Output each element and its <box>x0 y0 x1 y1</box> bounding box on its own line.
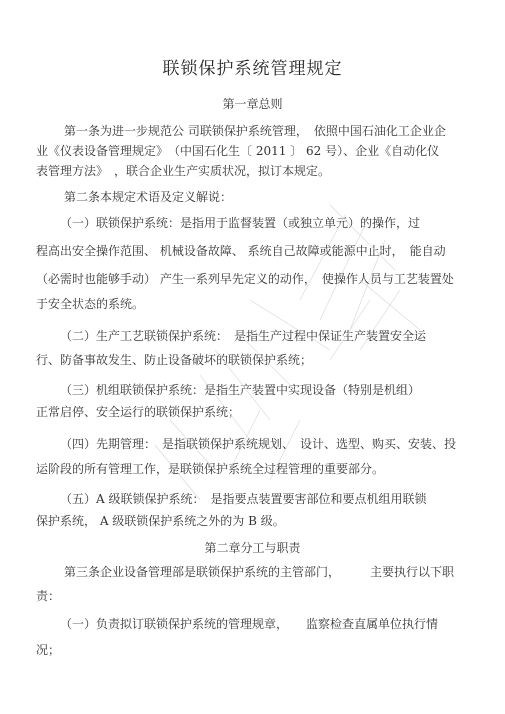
definition-1-line-4: 于安全状态的系统。 <box>36 297 145 311</box>
duty-1-line-2: 况； <box>36 643 61 657</box>
definition-5-line-2: 保护系统， A 级联锁保护系统之外的为 B 级。 <box>36 514 285 528</box>
duty-1-line-1: （一）负责拟订联锁保护系统的管理规章， 监察检查直属单位执行情 <box>60 617 439 631</box>
article-3-line-1: 第三条企业设备管理部是联锁保护系统的主管部门， 主要执行以下职 <box>64 565 455 579</box>
definition-1-line-3: （必需时也能够手动） 产生一系列早先定义的动作， 使操作人员与工艺装置处 <box>36 272 454 286</box>
article-2-heading: 第二条本规定术语及定义解说： <box>64 190 233 204</box>
definition-5-line-1: （五）A 级联锁保护系统： 是指要点装置要害部位和要点机组用联锁 <box>60 492 427 506</box>
article-1-line-2: 业《仪表设备管理规定》 （中国石化生〔 2011 〕 62 号）、企业《自动化仪 <box>36 144 440 158</box>
article-3-line-2: 责： <box>36 589 61 603</box>
chapter-1-heading: 第一章总则 <box>222 97 283 111</box>
definition-1-line-1: （一）联锁保护系统：是指用于监督装置（或独立单元）的操作，过 <box>60 216 421 230</box>
chapter-2-heading: 第二章分工与职责 <box>204 541 301 555</box>
article-1-line-1: 第一条为进一步规范公 司联锁保护系统管理， 依照中国石油化工企业企 <box>64 124 446 138</box>
definition-1-line-2: 程高出安全操作范围、 机械设备故障、 系统自己故障或能源中止时， 能自动 <box>36 244 446 258</box>
definition-2-line-1: （二）生产工艺联锁保护系统： 是指生产过程中保证生产装置安全运 <box>60 329 427 343</box>
document-title: 联锁保护系统管理规定 <box>162 59 343 79</box>
definition-3-line-1: （三）机组联锁保护系统：是指生产装置中实现设备（特别是机组） <box>60 383 421 397</box>
definition-2-line-2: 行、防备事故发生、防止设备破坏的联锁保护系统； <box>36 353 313 367</box>
definition-4-line-2: 运阶段的所有管理工作，是联锁保护系统全过程管理的重要部分。 <box>36 462 385 476</box>
definition-3-line-2: 正常启停、安全运行的联锁保护系统； <box>36 405 241 419</box>
article-1-line-3: 表管理方法》 ，联合企业生产实质状况，拟订本规定。 <box>36 164 331 178</box>
definition-4-line-1: （四）先期管理： 是指联锁保护系统规划、 设计、选型、购买、安装、投 <box>60 437 457 451</box>
